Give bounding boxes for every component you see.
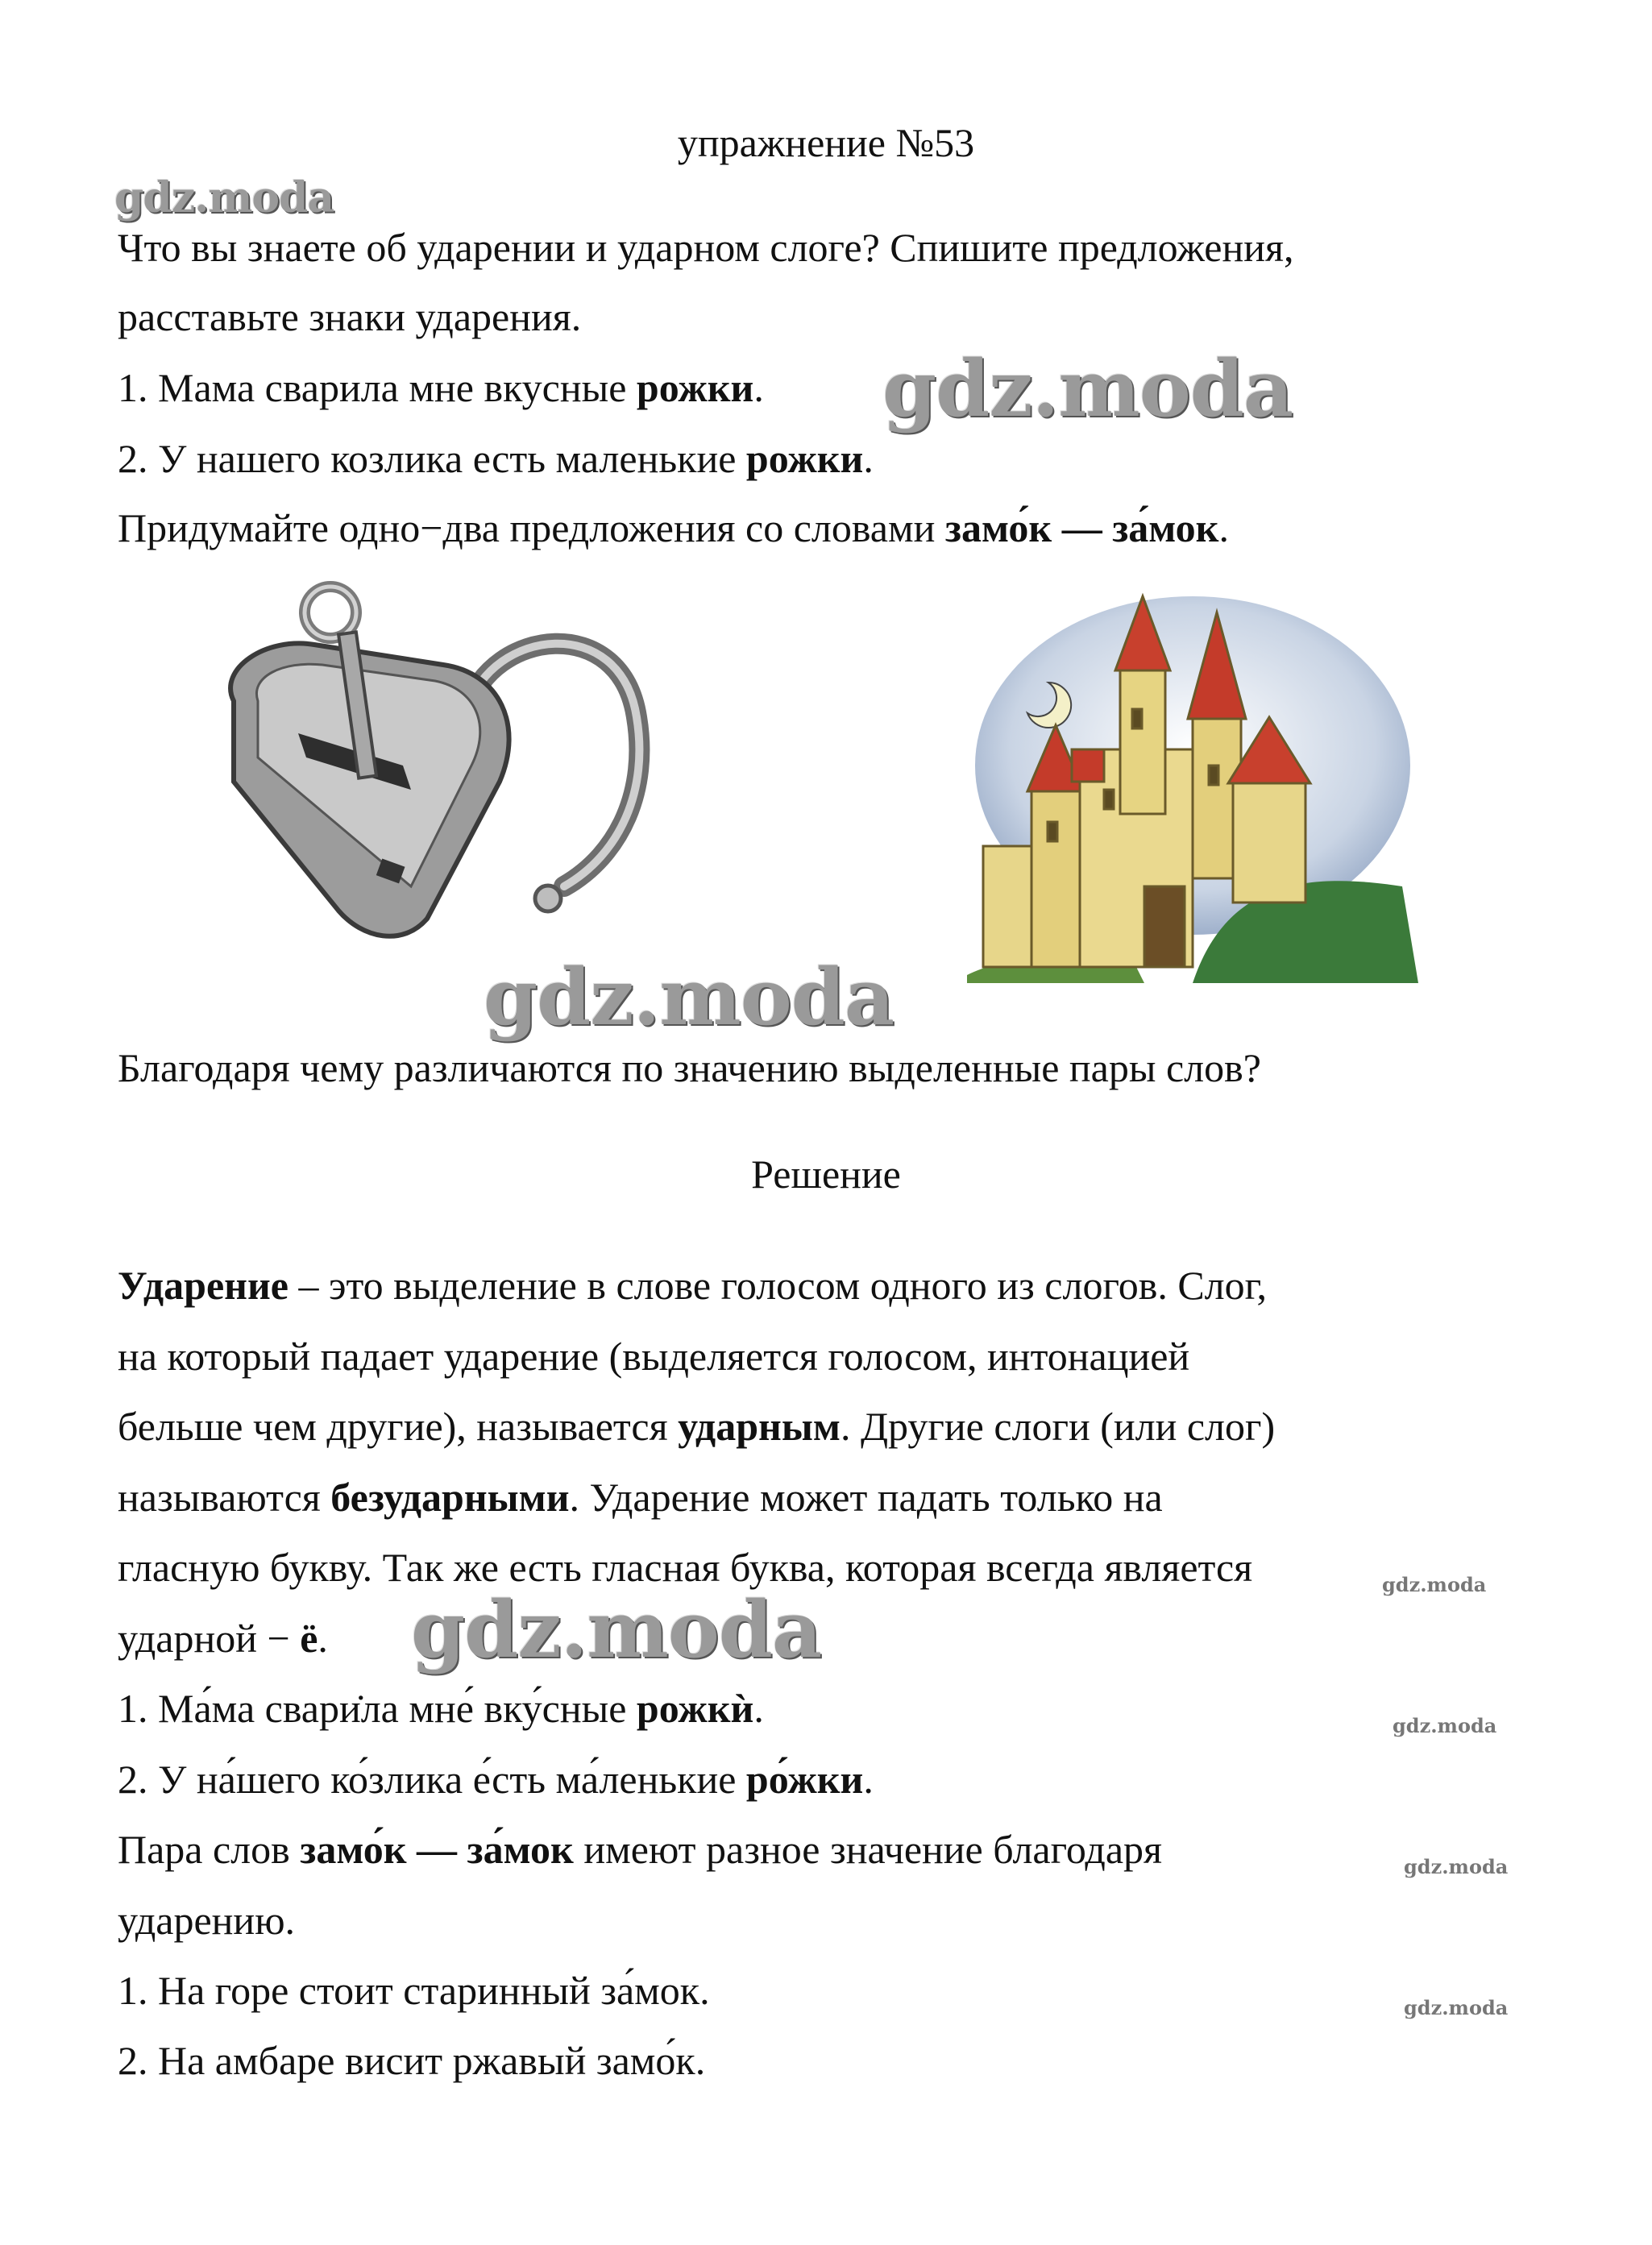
solution-text: ударной − [118,1616,301,1661]
sentence-text: Придумайте одно−два предложения со словами [118,505,945,550]
bold-word: рожкѝ [636,1686,754,1731]
punctuation: . [863,1757,874,1802]
bold-word: ро́жки [745,1757,864,1802]
solution-line-4 [118,1475,1163,1520]
sentence-text: 2. У на́шего ко́злика е́сть ма́ленькие [118,1757,746,1802]
castle-image [951,580,1418,983]
sentence-text: 2. У нашего козлика есть маленькие [118,436,746,481]
solution-text: называются [118,1475,331,1520]
solution-line-1 [118,1263,1267,1308]
watermark: gdz.moda [114,173,334,222]
solution-text: имеют разное значение благодаря [573,1827,1163,1872]
watermark-small: gdz.moda [1382,1573,1487,1596]
bold-word-pair: замо́к — за́мок [944,505,1219,550]
watermark-small: gdz.moda [1404,1855,1509,1878]
padlock-image [201,580,669,951]
punctuation: . [1218,505,1229,550]
punctuation: . [863,436,874,481]
solution-text: . [318,1616,328,1661]
task-sentence-1 [118,367,764,408]
term-bold: ударным [678,1404,841,1449]
solution-line-2: на который падает ударение (выделяется голосом, интонацией [118,1334,1190,1379]
pair-explanation-line-2: ударению. [118,1898,296,1943]
watermark-small: gdz.moda [1404,1996,1509,2019]
task-question: Благодаря чему различаются по значению выделенные пары слов? [118,1045,1261,1090]
exercise-title: упражнение №53 [677,120,975,165]
watermark: gdz.moda [882,343,1293,434]
punctuation: . [753,365,764,410]
pair-explanation-line-1 [118,1827,1163,1872]
solution-heading: Решение [751,1152,901,1197]
sentence-text: 1. Ма́ма свари̇ла мне́ вку́сные [118,1686,637,1731]
solution-line-5: гласную букву. Так же есть гласная буква, которая всегда является [118,1545,1253,1590]
term-bold: Ударение [118,1263,288,1308]
task-line-2: расставьте знаки ударения. [118,294,582,339]
watermark: gdz.moda [411,1584,822,1675]
task-line-1: Что вы знаете об ударении и ударном слоге? Спишите предложения, [118,225,1294,270]
bold-word-pair: замо́к — за́мок [300,1827,574,1872]
bold-word: рожки [745,436,864,481]
solution-line-3 [118,1404,1276,1449]
solution-text: . Другие слоги (или слог) [840,1404,1276,1449]
padlock-body [230,643,509,936]
answer-sentence-1 [118,1686,764,1731]
solution-line-6 [118,1616,328,1661]
example-sentence-1: 1. На горе стоит старинный за́мок. [118,1968,710,2013]
solution-text: . Ударение может падать только на [569,1475,1163,1520]
task-sentence-2 [118,438,874,479]
term-bold: ё [300,1616,318,1661]
bold-word: рожки [636,365,754,410]
task-sentence-3 [118,505,1229,550]
punctuation: . [753,1686,764,1731]
answer-sentence-2 [118,1757,874,1802]
example-sentence-2: 2. На амбаре висит ржавый замо́к. [118,2038,706,2083]
sentence-text: 1. Мама сварила мне вкусные [118,365,637,410]
watermark: gdz.moda [484,952,894,1043]
solution-text: Пара слов [118,1827,301,1872]
watermark-small: gdz.moda [1393,1714,1497,1737]
solution-text: бельше чем другие), называется [118,1404,679,1449]
solution-text: – это выделение в слове голосом одного из слогов. Слог, [288,1263,1267,1308]
term-bold: безударными [330,1475,570,1520]
